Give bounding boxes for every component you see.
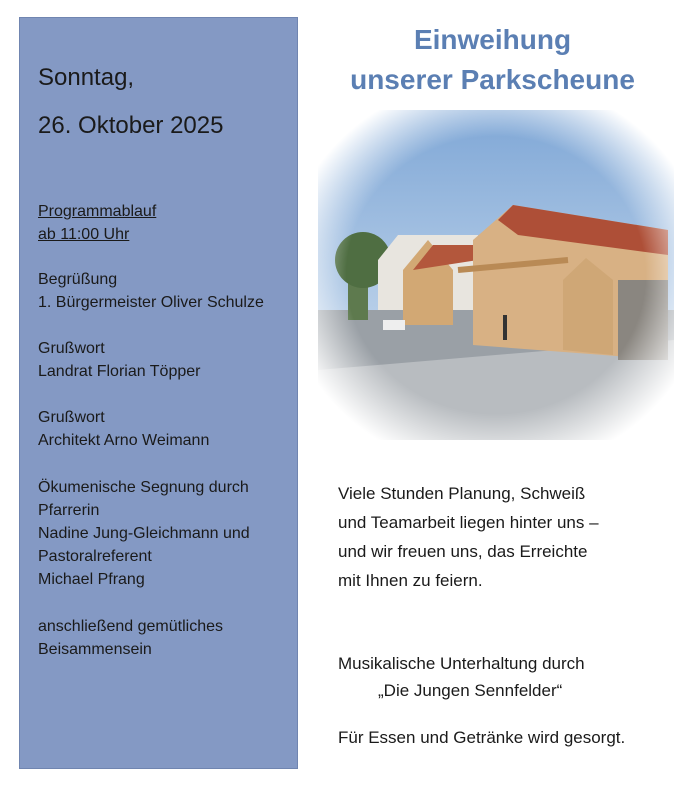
event-date: 26. Oktober 2025 bbox=[38, 112, 224, 139]
program-sidebar bbox=[19, 17, 298, 769]
program-item-gathering: anschließend gemütliches Beisammensein bbox=[38, 618, 223, 658]
intro-paragraph: Viele Stunden Planung, Schweiß und Teamarbeit liegen hinter uns – und wir freuen uns, das Erreichte mit Ihnen zu feiern. bbox=[338, 484, 599, 590]
barn-photo bbox=[318, 110, 674, 440]
event-day: Sonntag, bbox=[38, 64, 135, 91]
program-item-greeting-architect: Grußwort Architekt Arno Weimann bbox=[38, 409, 210, 449]
page-title: Einweihung unserer Parkscheune bbox=[350, 24, 635, 95]
band-name: „Die Jungen Sennfelder“ bbox=[378, 681, 563, 700]
program-item-greeting-landrat: Grußwort Landrat Florian Töpper bbox=[38, 340, 201, 380]
music-info: Musikalische Unterhaltung durch „Die Jungen Sennfelder“ bbox=[338, 650, 585, 704]
program-item-blessing: Ökumenische Segnung durch Pfarrerin Nadine Jung-Gleichmann und Pastoralreferent Michael Pfrang bbox=[38, 479, 250, 588]
food-info: Für Essen und Getränke wird gesorgt. bbox=[338, 728, 626, 747]
program-heading: Programmablauf ab 11:00 Uhr bbox=[38, 203, 157, 243]
program-item-welcome: Begrüßung 1. Bürgermeister Oliver Schulze bbox=[38, 271, 264, 311]
